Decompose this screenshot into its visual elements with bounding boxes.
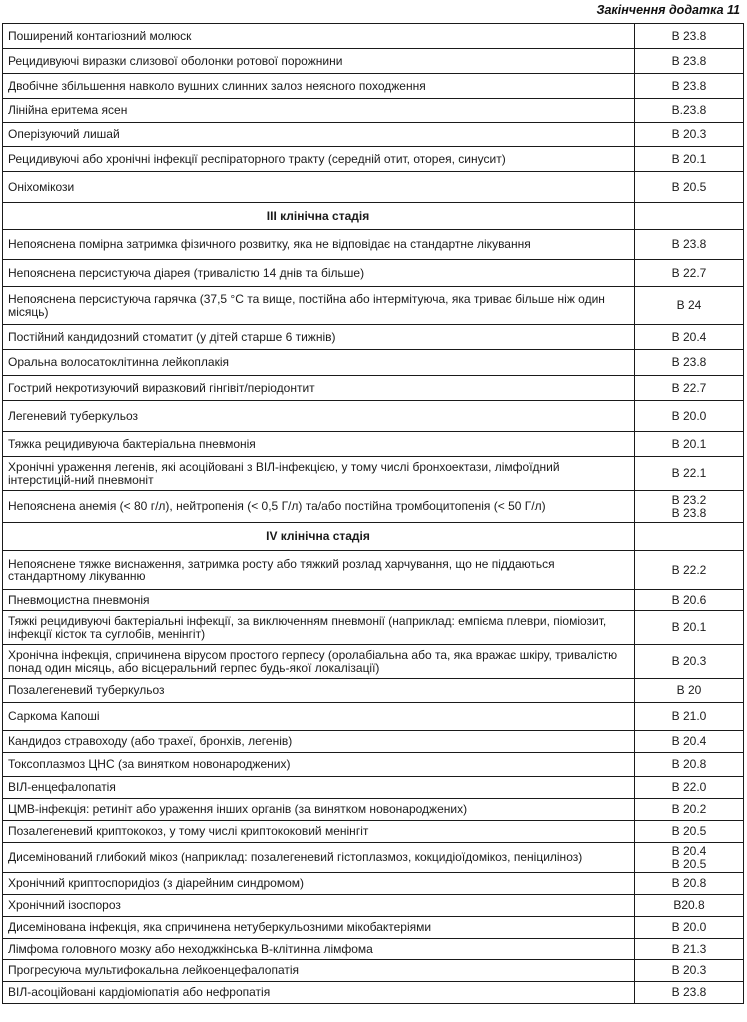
icd-code-cell — [635, 147, 744, 172]
icd-code-cell — [635, 799, 744, 821]
icd-code: В 20.1 — [671, 436, 707, 451]
icd-code: В 23.8 — [671, 28, 707, 43]
icd-code: В20.8 — [673, 898, 705, 913]
icd-code: В.23.8 — [671, 103, 707, 118]
icd-code-cell — [635, 939, 744, 960]
stage-code-cell — [635, 523, 744, 551]
icd-code: В 22.0 — [671, 780, 707, 795]
table-row — [3, 753, 744, 777]
table-row — [3, 551, 744, 590]
table-row — [3, 147, 744, 172]
condition-name: Непояснена анемія (< 80 г/л), нейтропенія (< 0,5 Г/л) та/або постійна тромбоцитопенія (< 50 Г/л) — [3, 491, 635, 523]
table-row — [3, 123, 744, 147]
icd-code-cell — [635, 731, 744, 753]
icd-code: В 20.8 — [671, 876, 707, 891]
icd-code-cell — [635, 703, 744, 731]
table-row — [3, 287, 744, 325]
icd-code: В 21.0 — [671, 709, 707, 724]
icd-code: В 23.8 — [671, 53, 707, 68]
condition-name: Тяжка рецидивуюча бактеріальна пневмонія — [3, 432, 635, 457]
table-row — [3, 960, 744, 982]
icd-code-cell — [635, 123, 744, 147]
icd-code: В 23.2 — [671, 493, 707, 507]
condition-name: Поширений контагіозний молюск — [3, 24, 635, 49]
icd-code-cell — [635, 960, 744, 982]
icd-code-cell — [635, 590, 744, 611]
icd-code-cell — [635, 172, 744, 203]
condition-name: Двобічне збільшення навколо вушних слинних залоз неясного походження — [3, 74, 635, 99]
condition-name: Оперізуючий лишай — [3, 123, 635, 147]
stage-title: III клінічна стадія — [3, 203, 635, 230]
icd-code: В 20.5 — [671, 179, 707, 194]
table-row — [3, 777, 744, 799]
stage-code-cell — [635, 203, 744, 230]
condition-name: Постійний кандидозний стоматит (у дітей старше 6 тижнів) — [3, 325, 635, 350]
condition-name: Рецидивуючі або хронічні інфекції респіраторного тракту (середній отит, оторея, синусит) — [3, 147, 635, 172]
icd-code: В 22.7 — [671, 380, 707, 395]
table-row — [3, 799, 744, 821]
table-row — [3, 679, 744, 703]
condition-name: Позалегеневий криптококоз, у тому числі криптококовий менінгіт — [3, 821, 635, 843]
condition-name: Прогресуюча мультифокальна лейкоенцефалопатія — [3, 960, 635, 982]
condition-name: Токсоплазмоз ЦНС (за винятком новонароджених) — [3, 753, 635, 777]
icd-code: В 22.2 — [671, 562, 707, 577]
condition-name: Позалегеневий туберкульоз — [3, 679, 635, 703]
icd-code-cell — [635, 432, 744, 457]
condition-name: Гострий некротизуючий виразковий гінгівіт/періодонтит — [3, 376, 635, 401]
icd-code: В 23.8 — [671, 985, 707, 1000]
icd-code-cell — [635, 821, 744, 843]
table-row — [3, 491, 744, 523]
icd-code-cell — [635, 777, 744, 799]
condition-name: ВІЛ-асоційовані кардіоміопатія або нефропатія — [3, 982, 635, 1004]
condition-name: Оральна волосатоклітинна лейкоплакія — [3, 350, 635, 376]
table-row — [3, 939, 744, 960]
icd-code: В 20.0 — [671, 920, 707, 935]
icd-code-cell — [635, 457, 744, 491]
condition-name: ВІЛ-енцефалопатія — [3, 777, 635, 799]
condition-name: Кандидоз стравоходу (або трахеї, бронхів, легенів) — [3, 731, 635, 753]
table-row — [3, 590, 744, 611]
icd-code-cell — [635, 611, 744, 645]
condition-name: Оніхомікози — [3, 172, 635, 203]
icd-code: В 20.2 — [671, 802, 707, 817]
icd-code-cell — [635, 325, 744, 350]
table-row — [3, 325, 744, 350]
icd-code: В 20.3 — [671, 654, 707, 669]
table-row — [3, 611, 744, 645]
condition-name: Хронічний ізоспороз — [3, 895, 635, 917]
table-row — [3, 432, 744, 457]
icd-code: В 20.5 — [671, 824, 707, 839]
table-row — [3, 843, 744, 873]
icd-code: В 20.1 — [671, 151, 707, 166]
table-body — [3, 24, 744, 1004]
table-row — [3, 74, 744, 99]
icd-code-cell — [635, 230, 744, 260]
table-row — [3, 260, 744, 287]
icd-code: В 23.8 — [671, 355, 707, 370]
table-row — [3, 703, 744, 731]
icd-code: В 22.7 — [671, 265, 707, 280]
table-row — [3, 917, 744, 939]
condition-name: Саркома Капоші — [3, 703, 635, 731]
icd-code: В 20.1 — [671, 620, 707, 635]
condition-name: Дисемінована інфекція, яка спричинена нетуберкульозними мікобактеріями — [3, 917, 635, 939]
condition-name: Непояснене тяжке виснаження, затримка росту або тяжкий розлад харчування, що не піддаються стандартному лікуванню — [3, 551, 635, 590]
icd-code-cell — [635, 917, 744, 939]
icd-code-cell — [635, 24, 744, 49]
condition-name: Непояснена персистуюча діарея (тривалістю 14 днів та більше) — [3, 260, 635, 287]
icd-code-cell — [635, 895, 744, 917]
stage-title: IV клінічна стадія — [3, 523, 635, 551]
icd-code-cell — [635, 401, 744, 432]
condition-name: Пневмоцистна пневмонія — [3, 590, 635, 611]
table-row — [3, 457, 744, 491]
table-row — [3, 350, 744, 376]
stage-header-row — [3, 523, 744, 551]
icd-code: В 20.5 — [671, 856, 707, 871]
icd-code: В 20.4 — [671, 329, 707, 344]
table-row — [3, 982, 744, 1004]
condition-name: Непояснена персистуюча гарячка (37,5 °С та вище, постійна або інтермітуюча, яка триває більше ніж один місяць) — [3, 287, 635, 325]
stage-header-row — [3, 203, 744, 230]
table-row — [3, 172, 744, 203]
icd-code-cell — [635, 49, 744, 74]
icd-code: В 23.8 — [671, 78, 707, 93]
icd-code: В 20.3 — [671, 963, 707, 978]
icd-code: В 23.8 — [671, 237, 707, 252]
condition-name: Дисемінований глибокий мікоз (наприклад: позалегеневий гістоплазмоз, кокцидіоїдомікоз, пеніциліноз) — [3, 843, 635, 873]
icd-code-cell — [635, 679, 744, 703]
icd-code-cell — [635, 873, 744, 895]
icd-code-cell — [635, 74, 744, 99]
table-row — [3, 821, 744, 843]
diagnosis-code-table — [2, 23, 744, 1004]
icd-code-cell — [635, 982, 744, 1004]
icd-code-cell — [635, 753, 744, 777]
icd-code-cell — [635, 551, 744, 590]
icd-code-cell — [635, 491, 744, 523]
icd-code-cell — [635, 376, 744, 401]
table-row — [3, 731, 744, 753]
condition-name: Рецидивуючі виразки слизової оболонки ротової порожнини — [3, 49, 635, 74]
table-row — [3, 230, 744, 260]
icd-code-cell — [635, 645, 744, 679]
condition-name: Хронічні ураження легенів, які асоційовані з ВІЛ-інфекцією, у тому числі бронхоектази, лімфоїдний інтерстицій-ний пневмоніт — [3, 457, 635, 491]
icd-code: В 20.3 — [671, 127, 707, 142]
icd-code: В 23.8 — [671, 505, 707, 520]
table-row — [3, 99, 744, 123]
appendix-continuation-title: Закінчення додатка 11 — [596, 3, 740, 17]
icd-code: В 20.6 — [671, 592, 707, 607]
icd-code-cell — [635, 350, 744, 376]
table-row — [3, 645, 744, 679]
table-row — [3, 376, 744, 401]
table-row — [3, 24, 744, 49]
icd-code: В 21.3 — [671, 941, 707, 956]
condition-name: Непояснена помірна затримка фізичного розвитку, яка не відповідає на стандартне лікування — [3, 230, 635, 260]
condition-name: Легеневий туберкульоз — [3, 401, 635, 432]
condition-name: Лінійна еритема ясен — [3, 99, 635, 123]
condition-name: Тяжкі рецидивуючі бактеріальні інфекції, за виключенням пневмонії (наприклад: емпієма плеври, піоміозит, інфекції кісток та суглобів, менінгіт) — [3, 611, 635, 645]
icd-code: В 20.4 — [671, 734, 707, 749]
icd-code: В 22.1 — [671, 466, 707, 481]
condition-name: Лімфома головного мозку або неходжкінська В-клітинна лімфома — [3, 939, 635, 960]
condition-name: ЦМВ-інфекція: ретиніт або ураження інших органів (за винятком новонароджених) — [3, 799, 635, 821]
table-row — [3, 49, 744, 74]
condition-name: Хронічна інфекція, спричинена вірусом простого герпесу (оролабіальна або та, яка вражає шкіру, тривалістю понад один місяць, або вісцеральний герпес будь-якої локалізації) — [3, 645, 635, 679]
icd-code-cell — [635, 260, 744, 287]
icd-code: В 20.8 — [671, 757, 707, 772]
icd-code: В 20.4 — [671, 844, 707, 858]
table-row — [3, 401, 744, 432]
icd-code-cell — [635, 843, 744, 873]
table-row — [3, 895, 744, 917]
icd-code: В 24 — [676, 298, 702, 313]
icd-code-cell — [635, 99, 744, 123]
icd-code-cell — [635, 287, 744, 325]
icd-code: В 20.0 — [671, 408, 707, 423]
condition-name: Хронічний криптоспоридіоз (з діарейним синдромом) — [3, 873, 635, 895]
icd-code: В 20 — [676, 683, 702, 698]
table-row — [3, 873, 744, 895]
